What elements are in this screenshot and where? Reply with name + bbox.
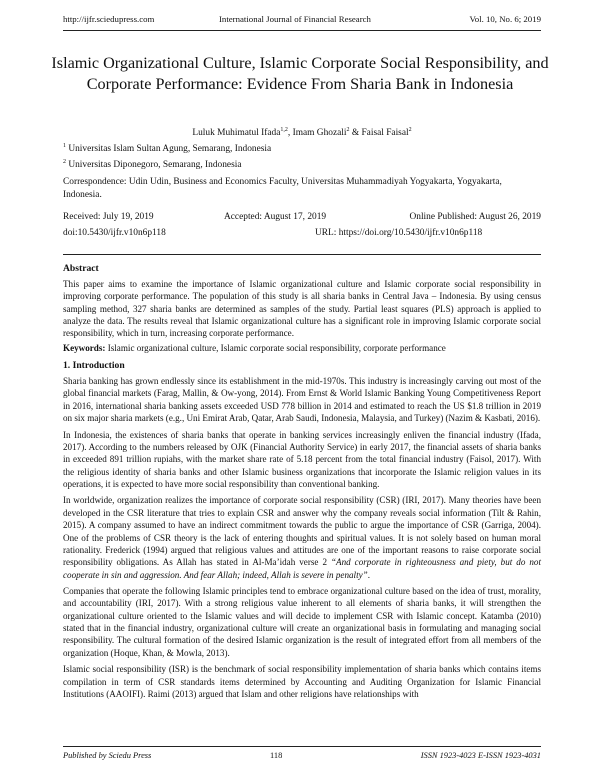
introduction-section [63, 360, 541, 705]
abstract-section [63, 263, 541, 353]
published-date: Online Published: August 26, 2019 [409, 212, 541, 222]
paragraph: In Indonesia, the existences of sharia banks that operate in banking services increasingly enliven the financial industry (Ifada, 2017). According to the numbers released by OJK (Financial Authority Service) in early 2017, the financial assets of sharia banks in exceeded 891 trillion rupiahs, with the market share rate of 5.18 percent from the total financial industry (Faisol, 2017). With the religious identity of sharia banks and other Islamic business organizations that incorporate the Islamic religion values in its operations, it is expected to have more social responsibility than conventional banking. [63, 429, 541, 489]
author-1-affil: 1,2 [280, 126, 288, 133]
author-3-affil: 2 [408, 126, 412, 133]
affiliation-2-num: 2 [63, 158, 66, 165]
keywords-label: Keywords: [63, 342, 106, 353]
introduction-body [63, 375, 541, 700]
footer-rule [63, 746, 541, 747]
publisher: Published by Sciedu Press [63, 751, 152, 760]
correspondence: Correspondence: Udin Udin, Business and Economics Faculty, Universitas Muhammadiyah Yogyakarta, Yogyakarta, Indonesia. [63, 177, 502, 200]
affiliation-1 [63, 143, 541, 156]
paper-title: Islamic Organizational Culture, Islamic Corporate Social Responsibility, and Corporate Performance: Evidence From Sharia Bank in Indonesia [51, 54, 549, 93]
abstract-heading: Abstract [63, 263, 99, 274]
keywords [63, 343, 541, 353]
paragraph: Islamic social responsibility (ISR) is the benchmark of social responsibility implementation of sharia banks which contains items compilation in term of CSR standards items determined by Accounting and Auditing Organization for Islamic Financial Institutions (AAOIFI). Raimi (2013) argued that Islam and other religions have relationships with [63, 664, 541, 699]
volume-info: Vol. 10, No. 6; 2019 [469, 14, 541, 24]
author-2-affil: 2 [346, 126, 350, 133]
running-header [63, 14, 541, 28]
journal-url[interactable]: http://ijfr.sciedupress.com [63, 14, 155, 24]
dates-row [63, 212, 541, 226]
paragraph: Companies that operate the following Islamic principles tend to embrace organizational culture based on the idea of trust, morality, and accountability (IRI, 2017). With a strong religious value inherent to all elements of sharia banks, it will strengthen the organizational culture oriented to the Islamic values and will decide to implement CSR with Islamic concept. Katamba (2010) stated that in the financial industry, organizational culture will create an organizational basis in formulating and managing social responsibility. The cultural formation of the desired Islamic organization is the result of integrated effort from all members of the organization (Hoque, Khan, & Mowla, 2013). [63, 586, 541, 658]
doi-url[interactable]: URL: https://doi.org/10.5430/ijfr.v10n6p118 [315, 228, 483, 238]
accepted-date: Accepted: August 17, 2019 [224, 212, 327, 222]
page-number: 118 [270, 751, 283, 760]
paragraph-text: In worldwide, organization realizes the importance of corporate social responsibility (CSR) (IRI, 2017). Many theories have been developed in the CSR literature that tries to explain CSR and answer why the company reveals social information (Tilt & Rahin, 2015). A company assumed to have an indirect commitment towards the public to argue the importance of CSR (Garriga, 2004). One of the problems of CSR theory is the lack of entering thoughts and spiritual values. It is not solely based on human moral rationality. Frederick (1994) argued that religious values and attitudes are one of the important reasons to raise corporate social responsibility obligations. As Allah has stated in Al-Ma’idah verse 2 [63, 495, 541, 568]
affiliation-1-text: Universitas Islam Sultan Agung, Semarang, Indonesia [68, 144, 272, 154]
doi[interactable]: doi:10.5430/ijfr.v10n6p118 [63, 228, 166, 238]
keywords-list: Islamic organizational culture, Islamic corporate social responsibility, corporate performance [105, 342, 446, 353]
affiliation-2 [63, 159, 541, 172]
header-rule [63, 30, 541, 31]
author-line [63, 128, 541, 138]
affiliation-2-text: Universitas Diponegoro, Semarang, Indonesia [68, 160, 242, 170]
doi-row [63, 228, 541, 242]
introduction-heading: 1. Introduction [63, 360, 125, 371]
paragraph [63, 494, 541, 580]
author-2: , Imam Ghozali [287, 128, 347, 138]
abstract-text: This paper aims to examine the importance of Islamic organizational culture and Islamic corporate social responsibility in improving corporate performance. The population of this study is all sharia banks in Central Java – Indonesia. By using census sampling method, 327 sharia banks are determined as samples of the study. Partial least squares (PLS) approach is applied to analyze the data. The results reveal that Islamic organizational culture has a significant role in improving Islamic corporate social responsibility, which in turn, increasing corporate performance. [63, 279, 541, 339]
author-3: & Faisal Faisal [349, 128, 409, 138]
affiliation-1-num: 1 [63, 142, 66, 149]
quran-quote: “And corporate in righteousness and piety, but do not cooperate in sin and aggression. And fear Allah; indeed, Allah is severe in penalty” [63, 557, 541, 580]
paragraph: Sharia banking has grown endlessly since its establishment in the mid-1970s. This industry is increasingly carving out most of the global financial markets (Farag, Mallin, & Ow-yong, 2014). From Ernst & World Islamic Banking Young Competitiveness Report in 2016, international sharia banking assets exceeded USD 778 billion in 2014 and estimated to reach the US $1.8 trillion in 2019 on six major sharia markets (e.g., Uni Emirat Arab, Qatar, Arab Saudi, Indonesia, Malaysia, and Turkey) (Nazim & Kasbati, 2016). [63, 376, 541, 424]
abstract-rule [63, 254, 541, 255]
issn: ISSN 1923-4023 E-ISSN 1923-4031 [420, 751, 541, 760]
paragraph-end: . [367, 569, 370, 580]
author-1: Luluk Muhimatul Ifada [192, 128, 281, 138]
journal-name: International Journal of Financial Research [219, 14, 371, 24]
received-date: Received: July 19, 2019 [63, 212, 154, 222]
